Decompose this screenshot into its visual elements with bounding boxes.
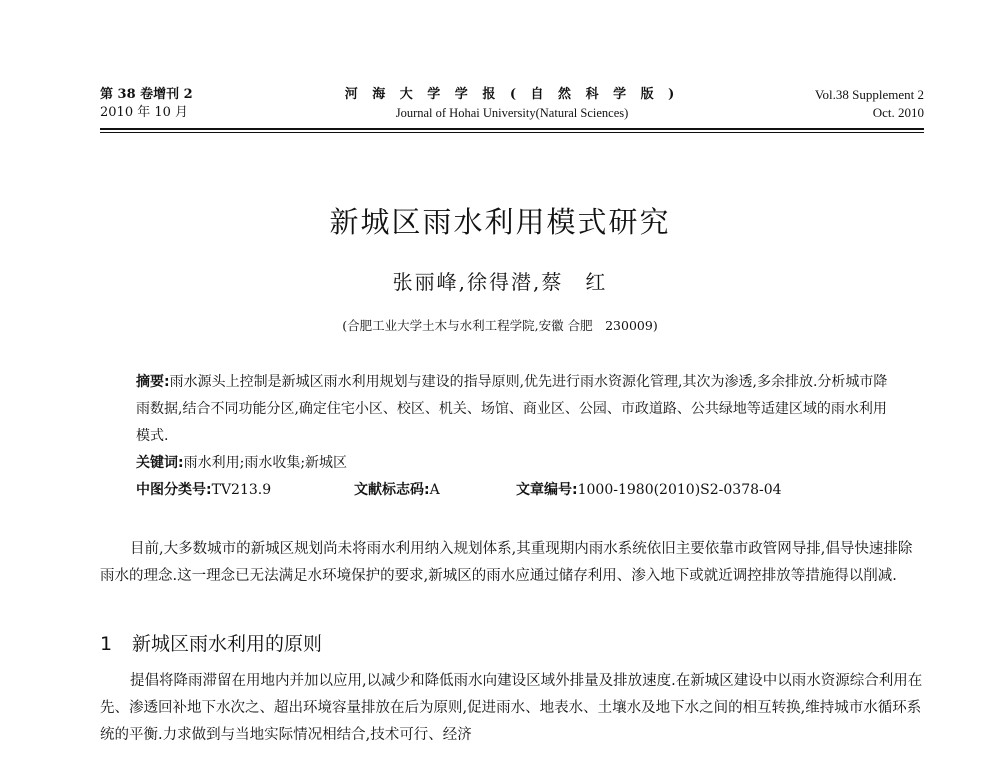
paper-title: 新城区雨水利用模式研究 bbox=[329, 205, 671, 239]
section-heading bbox=[100, 629, 926, 656]
section-paragraph: 提倡将降雨滞留在用地内并加以应用,以减少和降低雨水向建设区域外排量及排放速度.在新城区建设中以雨水资源综合利用在先、渗透回补地下水次之、超出环境容量排放在后为原则,促进雨水、地表水、土壤水及地下水之间的相互转换,维持城市水循环系统的平衡.力求做到与当地实际情况相结合,技术可行、经济 bbox=[100, 673, 923, 743]
journal-name-en: Journal of Hohai University(Natural Sciences) bbox=[395, 106, 629, 120]
keywords-text: 雨水利用;雨水收集;新城区 bbox=[183, 455, 348, 471]
volume-cn: 第 38 卷增刊 2 bbox=[100, 87, 193, 102]
author-list: 张丽峰,徐得潜,蔡 红 bbox=[392, 270, 608, 294]
article-number-label: 文章编号: bbox=[516, 482, 578, 498]
clc-value: TV213.9 bbox=[211, 482, 272, 498]
header-rule-thin bbox=[100, 132, 924, 133]
abstract-text: 雨水源头上控制是新城区雨水利用规划与建设的指导原则,优先进行雨水资源化管理,其次为渗透,多余排放.分析城市降雨数据,结合不同功能分区,确定住宅小区、校区、机关、场馆、商业区、公园、市政道路、公共绿地等适建区域的雨水利用模式. bbox=[136, 374, 888, 444]
article-number-value: 1000-1980(2010)S2-0378-04 bbox=[577, 482, 782, 498]
abstract bbox=[136, 369, 896, 450]
header-left bbox=[100, 86, 193, 122]
clc-label: 中图分类号: bbox=[136, 482, 212, 498]
doc-code-value: A bbox=[429, 482, 440, 498]
abstract-block bbox=[136, 369, 896, 504]
affiliation: (合肥工业大学土木与水利工程学院,安徽 合肥 230009) bbox=[342, 318, 658, 333]
header-center bbox=[300, 86, 724, 122]
section-title: 新城区雨水利用的原则 bbox=[132, 633, 323, 655]
document-code bbox=[354, 477, 516, 504]
clc-number bbox=[136, 477, 354, 504]
article-number bbox=[516, 477, 782, 504]
journal-name-cn: 河 海 大 学 学 报 ( 自 然 科 学 版 ) bbox=[344, 87, 680, 102]
classification-row bbox=[136, 477, 896, 504]
volume-en: Vol.38 Supplement 2 bbox=[814, 87, 924, 102]
doc-code-label: 文献标志码: bbox=[354, 482, 430, 498]
running-header bbox=[100, 82, 924, 128]
keywords bbox=[136, 450, 896, 477]
date-cn: 2010 年 10 月 bbox=[100, 105, 189, 120]
section-number: 1 bbox=[100, 633, 113, 655]
date-en: Oct. 2010 bbox=[872, 105, 924, 120]
abstract-label: 摘要: bbox=[136, 374, 170, 390]
header-rule-thick bbox=[100, 128, 924, 130]
intro-paragraph: 目前,大多数城市的新城区规划尚未将雨水利用纳入规划体系,其重现期内雨水系统依旧主要依靠市政管网导排,倡导快速排除雨水的理念.这一理念已无法满足水环境保护的要求,新城区的雨水应通过储存利用、渗入地下或就近调控排放等措施得以削减. bbox=[100, 541, 913, 584]
header-right bbox=[815, 86, 924, 122]
keywords-label: 关键词: bbox=[136, 455, 184, 471]
